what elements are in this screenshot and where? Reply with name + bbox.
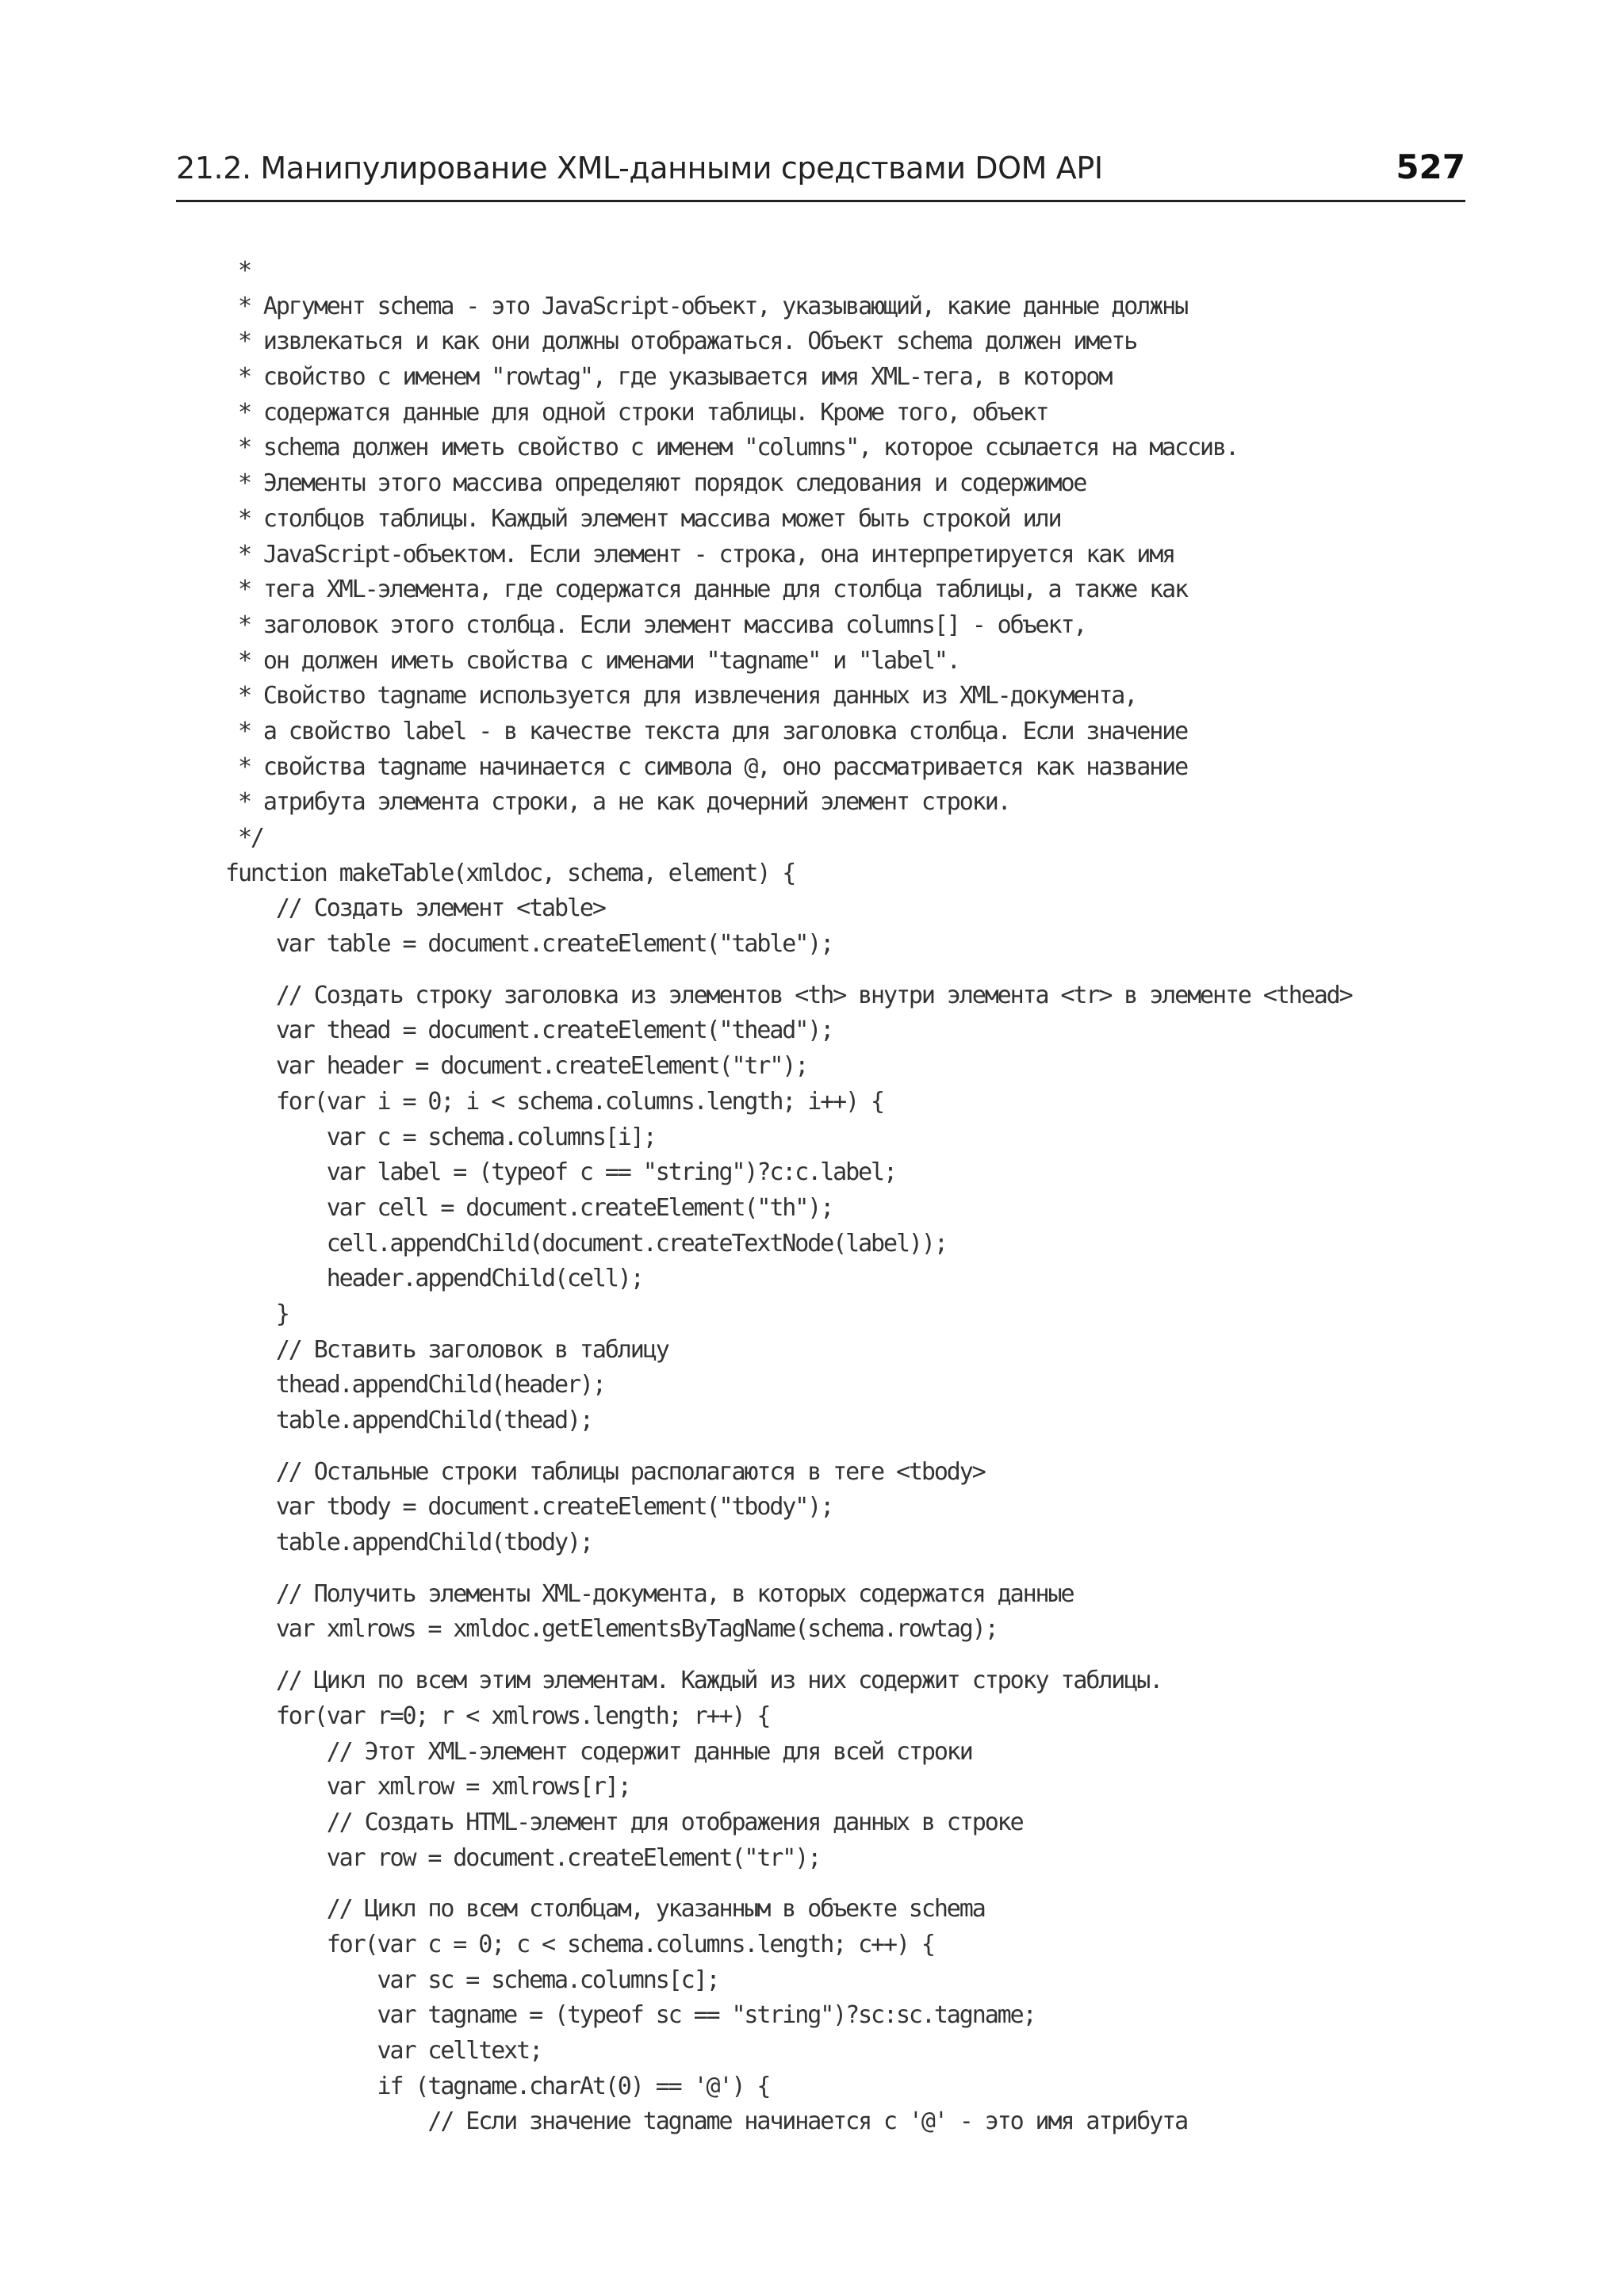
code-line: table.appendChild(thead); [225, 1407, 592, 1434]
code-line: * JavaScript-объектом. Если элемент - строка, она интерпретируется как имя [225, 540, 1175, 568]
code-line: function makeTable(xmldoc, schema, element) { [225, 859, 795, 887]
code-line: * извлекаться и как они должны отображаться. Объект schema должен иметь [225, 327, 1137, 356]
code-line: * а свойство label - в качестве текста для заголовка столбца. Если значение [225, 717, 1188, 745]
code-line: var header = document.createElement("tr"); [225, 1052, 808, 1081]
code-line: // Если значение tagname начинается с '@' - это имя атрибута [225, 2107, 1188, 2136]
code-line: // Создать элемент <table> [225, 894, 605, 923]
code-line: var row = document.createElement("tr"); [225, 1843, 821, 1872]
code-line: var tagname = (typeof sc == "string")?sc:sc.tagname; [225, 2001, 1036, 2030]
code-line: for(var i = 0; i < schema.columns.length; i++) { [225, 1087, 883, 1116]
code-line: } [225, 1300, 289, 1328]
code-line: * тега XML-элемента, где содержатся данные для столбца таблицы, а также как [225, 576, 1188, 604]
section-title: 21.2. Манипулирование XML-данными средствами DOM API [176, 151, 1103, 186]
code-line: * заголовок этого столбца. Если элемент массива columns[] - объект, [225, 611, 1086, 639]
code-line: // Остальные строки таблицы располагаются в теге <tbody> [225, 1457, 985, 1486]
code-line: * schema должен иметь свойство с именем "columns", которое ссылается на массив. [225, 434, 1238, 462]
code-line: // Цикл по всем столбцам, указанным в объекте schema [225, 1895, 985, 1924]
code-line: table.appendChild(tbody); [225, 1529, 592, 1557]
code-line: header.appendChild(cell); [225, 1265, 643, 1293]
code-line: * свойство с именем "rowtag", где указывается имя XML-тега, в котором [225, 363, 1112, 392]
code-line: var xmlrows = xmldoc.getElementsByTagName(schema.rowtag); [225, 1615, 998, 1644]
code-line: thead.appendChild(header); [225, 1371, 605, 1399]
code-block-gap [225, 1561, 1467, 1577]
code-line: * Свойство tagname используется для извлечения данных из XML-документа, [225, 682, 1137, 710]
code-block-gap [225, 963, 1467, 978]
code-line: var tbody = document.createElement("tbody"); [225, 1493, 833, 1522]
code-line: var sc = schema.columns[c]; [225, 1966, 719, 1994]
code-line: * атрибута элемента строки, а не как дочерний элемент строки. [225, 788, 1010, 817]
code-line: // Этот XML-элемент содержит данные для всей строки [225, 1737, 972, 1766]
code-line: var xmlrow = xmlrows[r]; [225, 1773, 630, 1801]
code-line: var thead = document.createElement("thead"); [225, 1016, 833, 1045]
code-line: * [225, 257, 251, 285]
code-line: * столбцов таблицы. Каждый элемент массива может быть строкой или [225, 504, 1061, 533]
code-line: // Создать HTML-элемент для отображения данных в строке [225, 1808, 1023, 1836]
running-header [176, 147, 1465, 202]
code-line: var table = document.createElement("table"); [225, 930, 833, 959]
code-line: * он должен иметь свойства с именами "tagname" и "label". [225, 646, 959, 675]
code-line: if (tagname.charAt(0) == '@') { [225, 2072, 770, 2100]
code-line: */ [225, 824, 263, 852]
code-line: cell.appendChild(document.createTextNode(label)); [225, 1229, 947, 1258]
code-line: * Элементы этого массива определяют порядок следования и содержимое [225, 469, 1086, 498]
code-line: // Получить элементы XML-документа, в которых содержатся данные [225, 1579, 1074, 1608]
code-listing [225, 254, 1467, 2140]
code-block-gap [225, 1648, 1467, 1663]
code-line: * содержатся данные для одной строки таблицы. Кроме того, объект [225, 398, 1048, 427]
code-line: var celltext; [225, 2037, 542, 2065]
code-line: var label = (typeof c == "string")?c:c.label; [225, 1158, 896, 1187]
page-number: 527 [1396, 147, 1465, 186]
code-line: * Аргумент schema - это JavaScript-объект, указывающий, какие данные должны [225, 292, 1188, 320]
code-line: var c = schema.columns[i]; [225, 1123, 656, 1151]
code-line: for(var c = 0; c < schema.columns.length; c++) { [225, 1930, 934, 1958]
code-line: // Вставить заголовок в таблицу [225, 1335, 668, 1364]
code-line: // Цикл по всем этим элементам. Каждый из них содержит строку таблицы. [225, 1667, 1162, 1695]
code-line: * свойства tagname начинается с символа @, оно рассматривается как название [225, 752, 1188, 781]
code-line: var cell = document.createElement("th"); [225, 1193, 833, 1222]
code-block-gap [225, 1439, 1467, 1455]
code-line: // Создать строку заголовка из элементов <th> внутри элемента <tr> в элементе <thead> [225, 981, 1352, 1009]
code-block-gap [225, 1876, 1467, 1892]
code-line: for(var r=0; r < xmlrows.length; r++) { [225, 1702, 770, 1730]
